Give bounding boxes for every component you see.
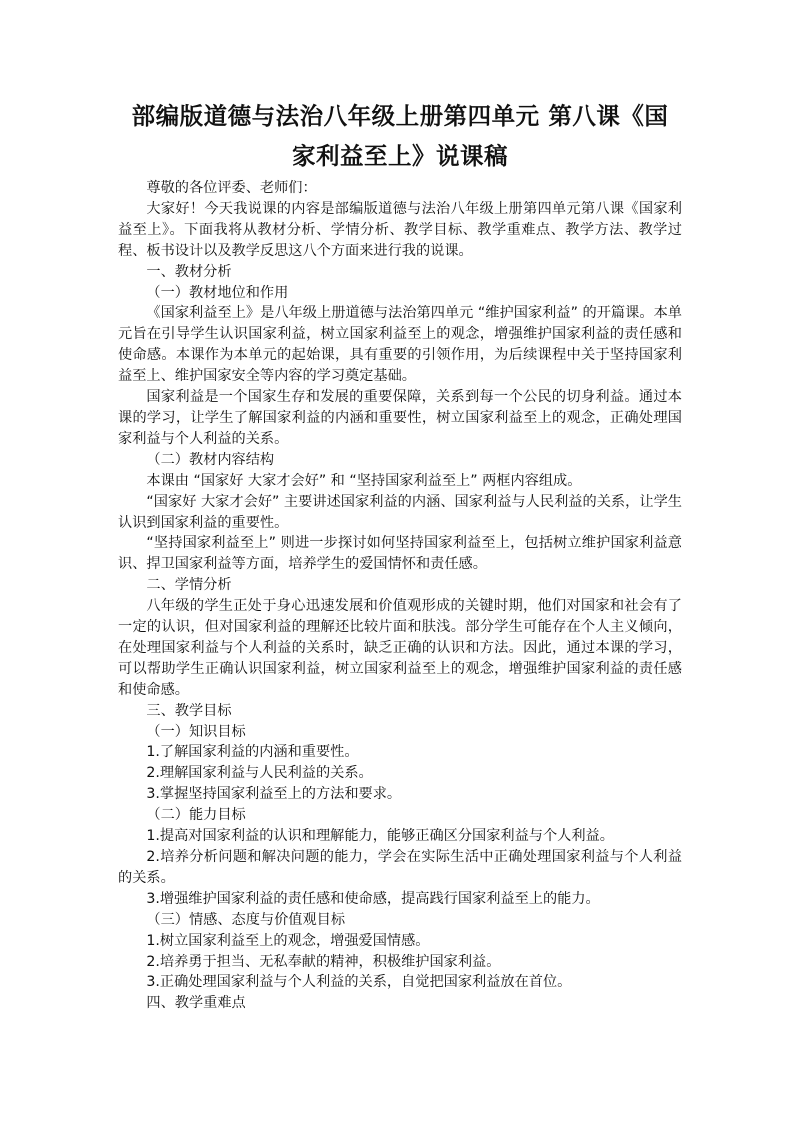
intro-paragraph: 大家好！今天我说课的内容是部编版道德与法治八年级上册第四单元第八课《国家利益至上》。下面我将从教材分析、学情分析、教学目标、教学重难点、教学方法、教学过程、板书设计以及教学反思这八个方面来进行我的说课。 [118, 200, 682, 259]
subsection-heading: （三）情感、态度与价值观目标 [146, 911, 346, 928]
list-item: 3.正确处理国家利益与个人利益的关系，自觉把国家利益放在首位。 [146, 974, 572, 991]
section-heading-1: 一、教材分析 [146, 263, 232, 280]
body-paragraph: 国家利益是一个国家生存和发展的重要保障，关系到每一个公民的切身利益。通过本课的学习，让学生了解国家利益的内涵和重要性，树立国家利益至上的观念，正确处理国家利益与个人利益的关系。 [118, 389, 682, 447]
list-item: 1.了解国家利益的内涵和重要性。 [146, 744, 359, 761]
title-line-2: 家利益至上》说课稿 [292, 142, 508, 170]
list-item: 1.提高对国家利益的认识和理解能力，能够正确区分国家利益与个人利益。 [146, 828, 614, 845]
body-paragraph: “坚持国家利益至上” 则进一步探讨如何坚持国家利益至上，包括树立维护国家利益意识、捍卫国家利益等方面，培养学生的爱国情怀和责任感。 [118, 535, 682, 573]
subsection-heading: （一）教材地位和作用 [146, 284, 289, 301]
list-item: 3.增强维护国家利益的责任感和使命感，提高践行国家利益至上的能力。 [146, 890, 600, 907]
title-line-1: 部编版道德与法治八年级上册第四单元 第八课《国 [131, 102, 669, 130]
document-page [118, 96, 682, 1014]
list-item: 2.理解国家利益与人民利益的关系。 [146, 765, 373, 782]
list-item: 3.掌握坚持国家利益至上的方法和要求。 [146, 786, 402, 803]
subsection-heading: （二）能力目标 [146, 807, 246, 824]
list-item: 1.树立国家利益至上的观念，增强爱国情感。 [146, 932, 430, 949]
section-heading-4: 四、教学重难点 [146, 995, 246, 1012]
section-heading-3: 三、教学目标 [146, 702, 232, 719]
subsection-heading: （二）教材内容结构 [146, 451, 275, 468]
salutation: 尊敬的各位评委、老师们： [146, 180, 317, 196]
body-paragraph: 本课由 “国家好 大家才会好” 和 “坚持国家利益至上” 两框内容组成。 [146, 472, 582, 489]
subsection-heading: （一）知识目标 [146, 723, 246, 740]
list-item: 2.培养勇于担当、无私奉献的精神，积极维护国家利益。 [146, 953, 501, 970]
document-body [118, 178, 682, 1014]
body-paragraph: “国家好 大家才会好” 主要讲述国家利益的内涵、国家利益与人民利益的关系，让学生认识到国家利益的重要性。 [118, 493, 682, 531]
body-paragraph: 八年级的学生正处于身心迅速发展和价值观形成的关键时期，他们对国家和社会有了一定的认识，但对国家利益的理解还比较片面和肤浅。部分学生可能存在个人主义倾向，在处理国家利益与个人利益的关系时，缺乏正确的认识和方法。因此，通过本课的学习，可以帮助学生正确认识国家利益，树立国家利益至上的观念，增强维护国家利益的责任感和使命感。 [118, 598, 682, 698]
section-heading-2: 二、学情分析 [146, 577, 232, 594]
document-title [118, 96, 682, 176]
body-paragraph: 《国家利益至上》是八年级上册道德与法治第四单元 “维护国家利益” 的开篇课。本单元旨在引导学生认识国家利益，树立国家利益至上的观念，增强维护国家利益的责任感和使命感。本课作为本单元的起始课，具有重要的引领作用，为后续课程中关于坚持国家利益至上、维护国家安全等内容的学习奠定基础。 [118, 305, 682, 385]
list-item: 2.培养分析问题和解决问题的能力，学会在实际生活中正确处理国家利益与个人利益的关系。 [118, 849, 682, 886]
